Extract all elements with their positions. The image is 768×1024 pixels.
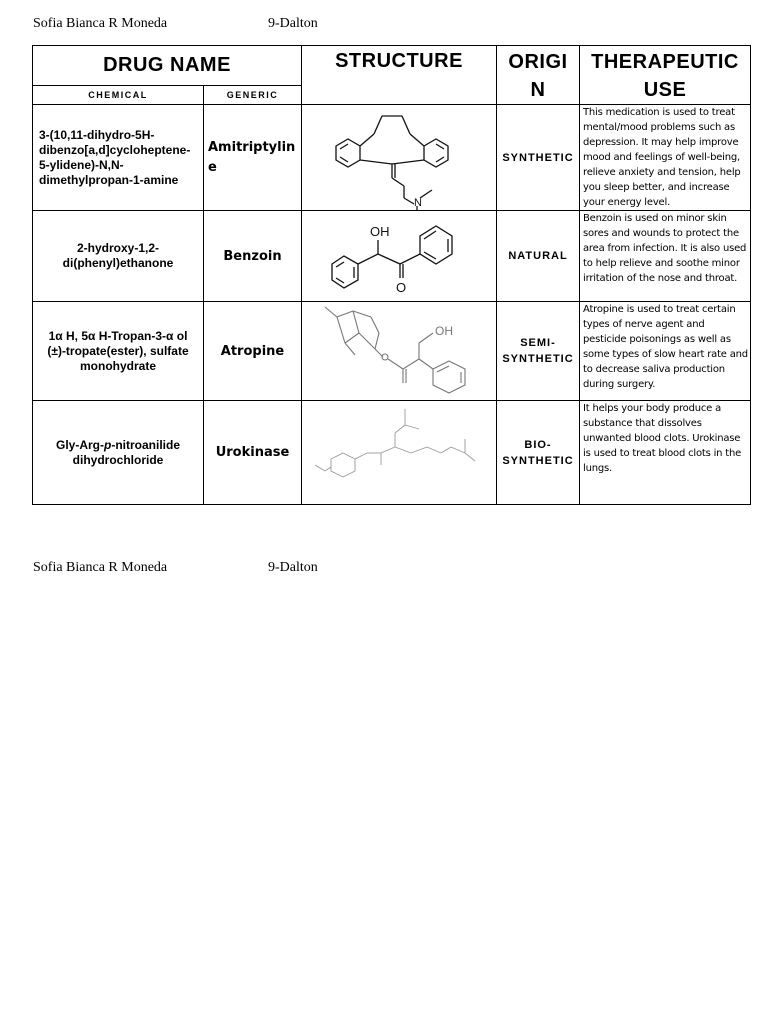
origin-line2: SYNTHETIC [502, 353, 574, 365]
origin-line2: SYNTHETIC [502, 454, 574, 467]
chemical-name: 3-(10,11-dihydro-5H-dibenzo[a,d]cycloheptene-5-ylidene)-N,N-dimethylpropan-1-amine [33, 105, 204, 211]
origin [497, 211, 580, 302]
generic-name: Urokinase [204, 401, 302, 505]
header-therapeutic-line1: THERAPEUTIC [591, 51, 739, 73]
origin-line1: SEMI- [520, 337, 556, 349]
generic-name [204, 105, 302, 211]
origin-line1: SYNTHETIC [502, 151, 574, 164]
student-name: Sofia Bianca R Moneda [33, 560, 168, 575]
header-origin-line1: ORIGI [508, 51, 568, 73]
amitriptyline-structure-image [324, 106, 474, 210]
atropine-structure-image [319, 303, 479, 399]
table-row [33, 211, 751, 302]
table-row [33, 302, 751, 401]
chemical-name-part1: Gly-Arg- [55, 437, 104, 452]
atropine-oh-label: OH [435, 324, 453, 338]
student-section: 9-Dalton [268, 16, 318, 31]
header-chemical: CHEMICAL [33, 85, 204, 104]
header-origin [497, 46, 580, 105]
generic-name-line2: e [208, 159, 217, 175]
benzoin-oh-label: OH [370, 224, 390, 239]
header-therapeutic-use [580, 46, 751, 105]
structure-benzoin [302, 211, 497, 302]
structure-urokinase [302, 401, 497, 505]
structure-atropine [302, 302, 497, 401]
table-row [33, 401, 751, 505]
header-drug-name: DRUG NAME [33, 46, 302, 86]
drug-table [32, 45, 751, 505]
generic-name: Atropine [204, 302, 302, 401]
therapeutic-use-text: Atropine is used to treat certain types of nerve agent and pesticide poisonings as well as some types of slow heart rate and to decrease saliva production during surgery. [580, 302, 751, 401]
student-name: Sofia Bianca R Moneda [33, 16, 168, 31]
origin-line1: NATURAL [508, 250, 568, 262]
header-therapeutic-line2: USE [643, 79, 687, 101]
student-section: 9-Dalton [268, 560, 318, 575]
origin [497, 401, 580, 505]
header-structure: STRUCTURE [302, 46, 497, 105]
origin [497, 105, 580, 211]
benzoin-structure-image [324, 212, 474, 300]
amitriptyline-n-label: N [414, 196, 422, 209]
generic-name-line1: Amitriptylin [208, 139, 296, 155]
table-row [33, 105, 751, 211]
chemical-name-italic: p [103, 437, 112, 452]
therapeutic-use-text: It helps your body produce a substance that dissolves unwanted blood clots. Urokinase is used to treat blood clots in the lungs. [580, 401, 751, 505]
header-generic: GENERIC [204, 85, 302, 104]
generic-name: Benzoin [204, 211, 302, 302]
urokinase-structure-image [309, 403, 489, 503]
chemical-name [33, 401, 204, 505]
chemical-name: 1α H, 5α H-Tropan-3-α ol (±)-tropate(ester), sulfate monohydrate [33, 302, 204, 401]
therapeutic-use-text: Benzoin is used on minor skin sores and wounds to protect the area from infection. It is also used to help relieve and soothe minor irritation of the nose and throat. [580, 211, 751, 302]
origin [497, 302, 580, 401]
header-origin-line2: N [530, 79, 546, 101]
chemical-name: 2-hydroxy-1,2-di(phenyl)ethanone [33, 211, 204, 302]
benzoin-o-label: O [396, 280, 407, 295]
structure-amitriptyline [302, 105, 497, 211]
therapeutic-use-text: This medication is used to treat mental/mood problems such as depression. It may help improve mood and feelings of well-being, relieve anxiety and tension, help you sleep better, and increase your energy level. [580, 105, 751, 211]
origin-line1: BIO- [524, 438, 552, 451]
chemical-name-part2: -nitroanilide dihydrochloride [72, 437, 180, 467]
